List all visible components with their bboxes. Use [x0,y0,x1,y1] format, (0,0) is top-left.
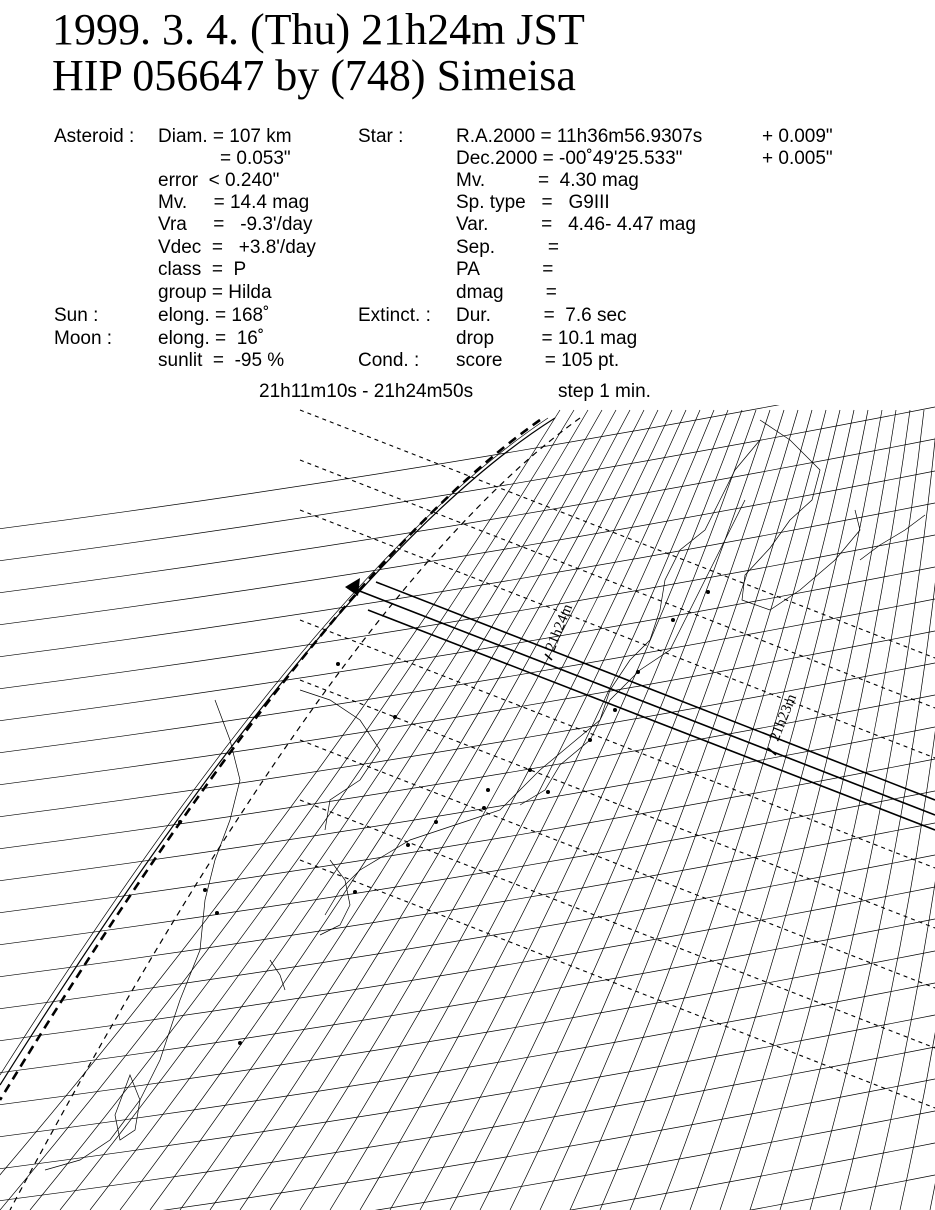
moon-elong: elong. = 16˚ [158,328,265,349]
ra-error: + 0.009" [762,126,833,147]
parallel-line [0,727,935,882]
parallel-line [0,919,935,1074]
occultation-map [0,405,935,1210]
diam-arcsec: = 0.053" [220,148,291,169]
city-dot [178,820,182,824]
sigma-line [300,860,935,1108]
city-dot [406,843,410,847]
moon-label: Moon : [54,328,113,349]
city-markers [178,590,710,1045]
city-dot [671,618,675,622]
parallel-line [0,855,935,1010]
asteroid-mv: Mv. = 14.4 mag [158,192,310,213]
vdec-value: Vdec = +3.8'/day [158,237,316,258]
city-dot [613,708,617,712]
cond-label: Cond. : [358,350,420,371]
direction-arrow [345,578,360,596]
class-value: class = P [158,259,247,280]
sptype-value: Sp. type = G9III [456,192,610,213]
meridian-line [810,410,935,1210]
parallel-line [0,405,935,530]
meridian-line [660,410,882,1210]
meridian-line [30,410,588,1210]
parallel-line [0,823,935,978]
sigma-line [300,620,935,868]
city-dot [215,911,219,915]
time-range: 21h11m10s - 21h24m50s [259,381,474,402]
city-dot [482,806,486,810]
drop-value: drop = 10.1 mag [456,328,638,349]
star-label: Star : [358,126,404,147]
coastline-taiwan [115,1075,140,1140]
meridian-line [780,410,935,1210]
city-dot [336,662,340,666]
meridian-line [210,410,672,1210]
sun-elong: elong. = 168˚ [158,305,270,326]
dmag-value: dmag = [456,282,557,303]
group-value: group = Hilda [158,282,272,303]
sigma-line [300,510,935,758]
var-value: Var. = 4.46- 4.47 mag [456,214,696,235]
meridian-line [300,410,714,1210]
coastline-kuril [860,515,925,560]
limb-inner-dashed [10,418,580,1210]
asteroid-label: Asteroid : [54,126,135,147]
error-value: error < 0.240" [158,170,280,191]
dec-value: Dec.2000 = -00˚49'25.533" [456,148,683,169]
meridian-line [270,410,700,1210]
meridian-line [120,410,630,1210]
step-value: step 1 min. [558,381,651,402]
dec-error: + 0.005" [762,148,833,169]
coastline-kyushu [320,860,350,935]
parallel-line [0,791,935,946]
sunlit-value: sunlit = -95 % [158,350,285,371]
title-line-2: HIP 056647 by (748) Simeisa [52,51,576,100]
parallel-line [0,1047,935,1202]
parallel-line [0,1015,935,1170]
path-south-limit [368,610,935,830]
title-line-1: 1999. 3. 4. (Thu) 21h24m JST [52,5,585,54]
dur-value: Dur. = 7.6 sec [456,305,627,326]
parallel-line [0,983,935,1138]
coastline-okinawa [270,960,285,990]
city-dot [706,590,710,594]
meridian-line [360,410,742,1210]
parallel-line [0,1175,935,1210]
parallel-line [0,695,935,850]
tick-mark-2124 [545,654,552,660]
limb-outer-2 [0,418,548,1075]
city-dot [486,788,490,792]
path-north-limit [376,582,935,800]
parallel-line [0,663,935,818]
city-dot [588,738,592,742]
meridian-line [60,410,602,1210]
meridian-line [90,410,616,1210]
limb-outer [0,418,555,1085]
sigma-line [300,800,935,1048]
vra-value: Vra = -9.3'/day [158,214,313,235]
parallel-line [0,951,935,1106]
city-dot [393,715,397,719]
city-dot [546,790,550,794]
tick-label-2123: 21h23m [766,691,801,744]
parallel-line [0,759,935,914]
pa-value: PA = [456,259,554,280]
star-mv: Mv. = 4.30 mag [456,170,639,191]
diam-value: Diam. = 107 km [158,126,292,147]
tick-mark-2123 [768,748,776,755]
coastline-honshu-west [325,820,470,915]
meridian-line [930,410,935,1210]
sun-label: Sun : [54,305,99,326]
meridian-line [240,410,686,1210]
city-dot [528,768,532,772]
tick-label-2124: 21h24m [542,601,577,654]
city-dot [238,1041,242,1045]
sep-value: Sep. = [456,237,559,258]
score-value: score = 105 pt. [456,350,620,371]
city-dot [636,670,640,674]
coastline-korea [300,690,380,830]
meridian-line [150,410,644,1210]
parallel-line [0,439,935,594]
city-dot [434,820,438,824]
ra-value: R.A.2000 = 11h36m56.9307s [456,126,703,147]
city-dot [353,890,357,894]
extinct-label: Extinct. : [358,305,431,326]
meridian-line [630,410,868,1210]
path-center-line [357,590,935,815]
parallel-line [0,599,935,754]
city-dot [203,888,207,892]
meridian-line [330,410,728,1210]
coastline-hokkaido [742,420,860,610]
meridian-line [0,410,577,1210]
